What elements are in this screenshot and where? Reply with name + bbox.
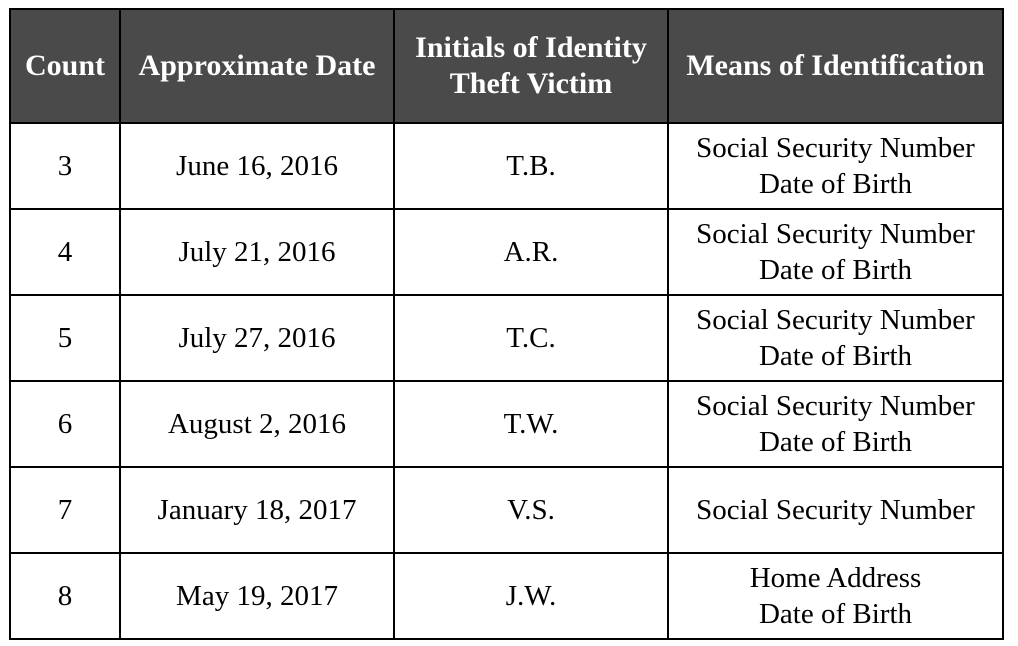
header-means: Means of Identification: [668, 9, 1003, 123]
table-body: [10, 123, 1003, 639]
means-line: Social Security Number: [696, 304, 975, 336]
means-line: Social Security Number: [696, 218, 975, 250]
header-row: [10, 9, 1003, 123]
count-cell: 5: [10, 295, 120, 381]
date-cell: January 18, 2017: [120, 467, 394, 553]
means-cell: [668, 295, 1003, 381]
means-line: Social Security Number: [696, 390, 975, 422]
means-line: Date of Birth: [758, 598, 912, 630]
table-row: [10, 467, 1003, 553]
means-line: Date of Birth: [758, 340, 912, 372]
initials-cell: A.R.: [394, 209, 668, 295]
date-cell: June 16, 2016: [120, 123, 394, 209]
table-row: [10, 209, 1003, 295]
means-line: Social Security Number: [696, 494, 975, 526]
initials-cell: T.C.: [394, 295, 668, 381]
means-line: Home Address: [749, 562, 922, 594]
means-cell: [668, 467, 1003, 553]
count-cell: 6: [10, 381, 120, 467]
means-line: Date of Birth: [758, 254, 912, 286]
means-cell: [668, 123, 1003, 209]
table-header: [10, 9, 1003, 123]
header-count: Count: [10, 9, 120, 123]
date-cell: July 27, 2016: [120, 295, 394, 381]
date-cell: May 19, 2017: [120, 553, 394, 639]
header-initials-line-2: Theft Victim: [449, 67, 613, 100]
initials-cell: T.B.: [394, 123, 668, 209]
table-row: [10, 123, 1003, 209]
initials-cell: T.W.: [394, 381, 668, 467]
header-initials-line-1: Initials of Identity: [415, 31, 647, 64]
table-row: [10, 295, 1003, 381]
table-row: [10, 553, 1003, 639]
date-cell: July 21, 2016: [120, 209, 394, 295]
identity-theft-table: [9, 8, 1004, 640]
means-cell: [668, 209, 1003, 295]
header-approximate-date: Approximate Date: [120, 9, 394, 123]
means-line: Date of Birth: [758, 426, 912, 458]
count-cell: 7: [10, 467, 120, 553]
initials-cell: V.S.: [394, 467, 668, 553]
means-cell: [668, 553, 1003, 639]
count-cell: 8: [10, 553, 120, 639]
means-line: Date of Birth: [758, 168, 912, 200]
date-cell: August 2, 2016: [120, 381, 394, 467]
means-line: Social Security Number: [696, 132, 975, 164]
means-cell: [668, 381, 1003, 467]
count-cell: 4: [10, 209, 120, 295]
count-cell: 3: [10, 123, 120, 209]
header-initials: [394, 9, 668, 123]
table-row: [10, 381, 1003, 467]
initials-cell: J.W.: [394, 553, 668, 639]
